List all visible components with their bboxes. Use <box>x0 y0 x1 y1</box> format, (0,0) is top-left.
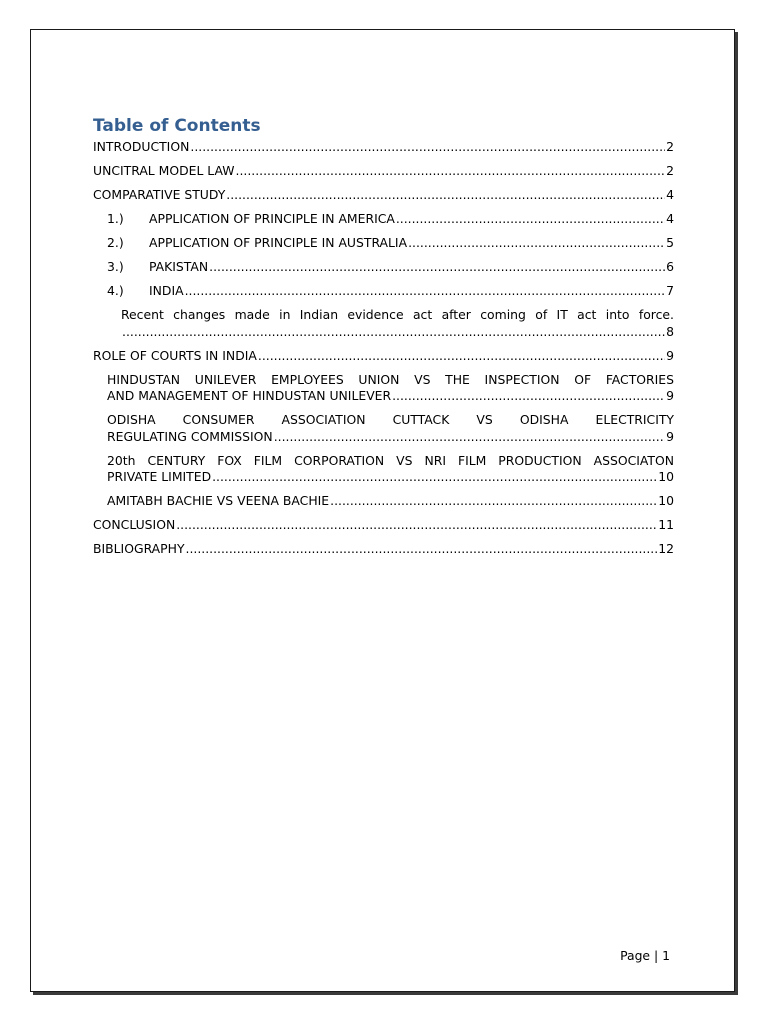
toc-leader-dots <box>226 187 665 204</box>
toc-entry-comparative-study[interactable] <box>93 187 674 204</box>
toc-entry-recent-changes[interactable] <box>93 307 674 340</box>
toc-leader-dots <box>212 469 657 486</box>
toc-entry-title: COMPARATIVE STUDY <box>93 187 226 202</box>
toc-leader-dots <box>258 348 665 365</box>
toc-entry-title: UNCITRAL MODEL LAW <box>93 163 235 178</box>
toc-entry-number: 2.) <box>107 235 124 250</box>
toc-entry-page: 11 <box>658 517 674 532</box>
toc-entry-amitabh-bachie[interactable] <box>93 493 674 510</box>
toc-leader-dots <box>186 541 658 558</box>
toc-entry-number: 3.) <box>107 259 124 274</box>
toc-entry-title-line1: ODISHA CONSUMER ASSOCIATION CUTTACK VS ODISHA ELECTRICITY <box>107 412 674 427</box>
toc-entry-title: INDIA <box>149 283 184 298</box>
toc-leader-dots <box>122 324 665 341</box>
toc-entry-page: 2 <box>666 139 674 154</box>
toc-entry-pakistan[interactable] <box>93 259 674 276</box>
toc-entry-page: 4 <box>666 211 674 226</box>
toc-entry-india[interactable] <box>93 283 674 300</box>
table-of-contents <box>93 139 674 565</box>
toc-entry-bibliography[interactable] <box>93 541 674 558</box>
toc-entry-page: 6 <box>666 259 674 274</box>
toc-leader-dots <box>330 493 657 510</box>
toc-entry-title: AMITABH BACHIE VS VEENA BACHIE <box>107 493 330 508</box>
toc-entry-title: CONCLUSION <box>93 517 176 532</box>
toc-entry-title: INTRODUCTION <box>93 139 190 154</box>
toc-entry-page: 12 <box>658 541 674 556</box>
toc-entry-odisha-consumer[interactable] <box>93 412 674 445</box>
toc-entry-page: 9 <box>666 347 674 363</box>
toc-entry-title: APPLICATION OF PRINCIPLE IN AMERICA <box>149 211 395 226</box>
toc-entry-20th-century-fox[interactable] <box>93 453 674 486</box>
toc-leader-dots <box>185 283 666 300</box>
toc-entry-page: 8 <box>666 323 674 339</box>
toc-leader-dots <box>190 139 665 156</box>
toc-entry-title: REGULATING COMMISSION <box>107 428 273 444</box>
toc-entry-title: APPLICATION OF PRINCIPLE IN AUSTRALIA <box>149 235 408 250</box>
toc-entry-page: 4 <box>666 187 674 202</box>
toc-entry-page: 7 <box>666 283 674 298</box>
toc-entry-title: BIBLIOGRAPHY <box>93 541 185 556</box>
toc-leader-dots <box>176 517 657 534</box>
toc-entry-number: 4.) <box>107 283 124 298</box>
toc-leader-dots <box>408 235 665 252</box>
toc-entry-title: ROLE OF COURTS IN INDIA <box>93 347 257 363</box>
toc-entry-page: 10 <box>658 493 674 508</box>
toc-entry-role-of-courts[interactable] <box>93 348 674 365</box>
toc-entry-australia[interactable] <box>93 235 674 252</box>
toc-entry-page: 9 <box>666 428 674 444</box>
toc-entry-title-line1: Recent changes made in Indian evidence act after coming of IT act into force. <box>121 307 674 322</box>
toc-entry-page: 10 <box>658 469 674 484</box>
toc-entry-introduction[interactable] <box>93 139 674 156</box>
toc-entry-number: 1.) <box>107 211 124 226</box>
toc-entry-page: 9 <box>666 388 674 403</box>
toc-entry-title: AND MANAGEMENT OF HINDUSTAN UNILEVER <box>107 388 392 403</box>
toc-entry-america[interactable] <box>93 211 674 228</box>
toc-leader-dots <box>396 211 665 228</box>
toc-heading: Table of Contents <box>93 116 261 136</box>
toc-leader-dots <box>209 259 665 276</box>
page-number-footer: Page | 1 <box>620 948 670 963</box>
toc-leader-dots <box>236 163 666 180</box>
toc-entry-title: PRIVATE LIMITED <box>107 469 212 484</box>
document-page <box>30 29 735 992</box>
toc-entry-conclusion[interactable] <box>93 517 674 534</box>
toc-entry-title-line1: 20th CENTURY FOX FILM CORPORATION VS NRI FILM PRODUCTION ASSOCIATON <box>107 452 674 468</box>
toc-entry-page: 5 <box>666 235 674 250</box>
toc-leader-dots <box>392 388 665 405</box>
toc-entry-page: 2 <box>666 163 674 178</box>
toc-entry-title: PAKISTAN <box>149 259 209 274</box>
toc-entry-title-line1: HINDUSTAN UNILEVER EMPLOYEES UNION VS THE INSPECTION OF FACTORIES <box>107 371 674 387</box>
toc-entry-hindustan-unilever[interactable] <box>93 372 674 405</box>
toc-entry-uncitral-model-law[interactable] <box>93 163 674 180</box>
toc-leader-dots <box>274 429 665 446</box>
